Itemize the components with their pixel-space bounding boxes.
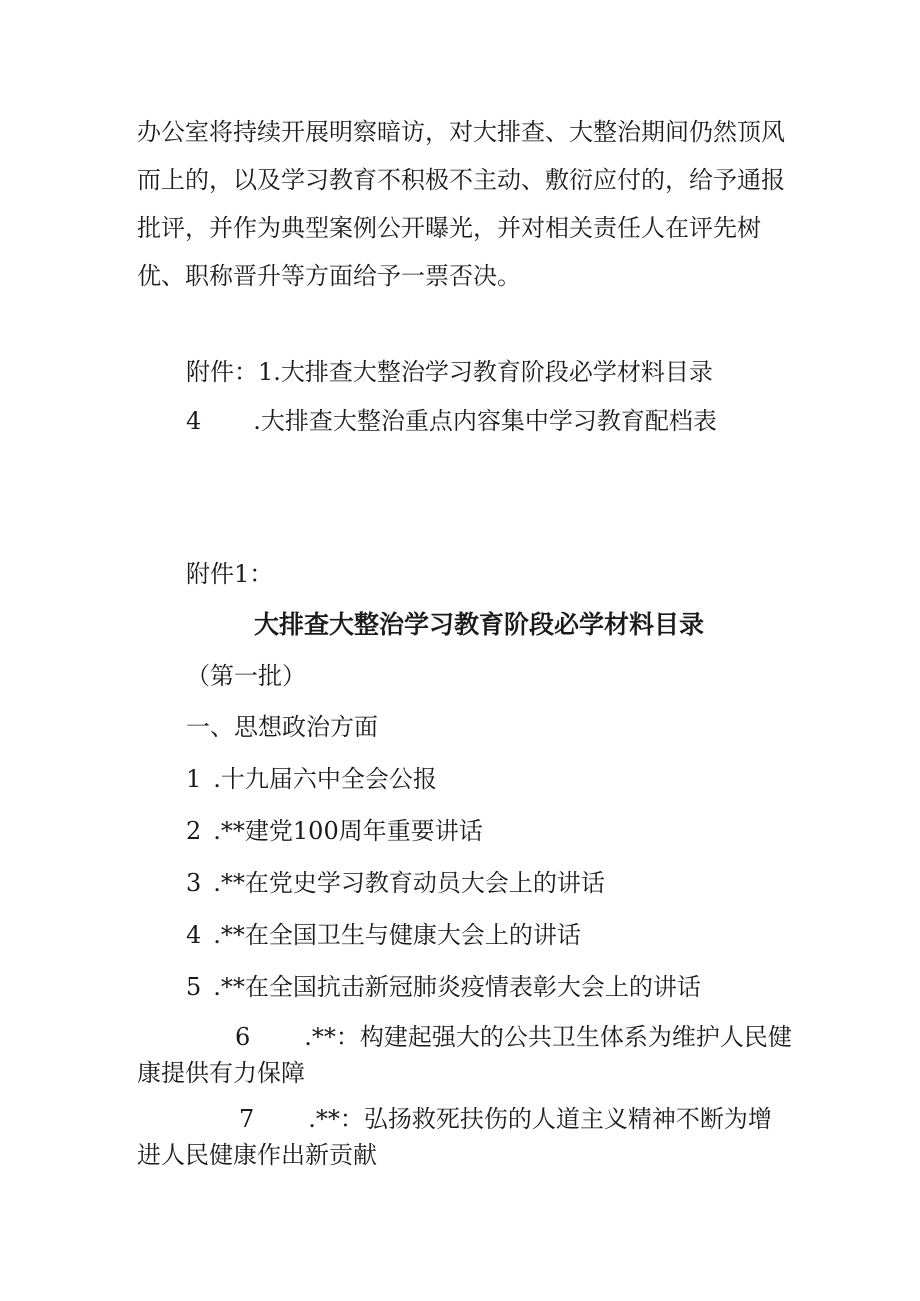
list-item-6 (137, 1019, 797, 1091)
list-item-5 (186, 971, 701, 1003)
appendix-label: 附件1： (186, 560, 274, 588)
list-item-number: 1 (186, 765, 202, 793)
batch-label: （第一批） (186, 662, 306, 690)
list-item-number: 7 (239, 1105, 255, 1133)
list-item-text: .**在全国卫生与健康大会上的讲话 (213, 921, 581, 949)
list-item-text: .十九届六中全会公报 (213, 765, 437, 793)
list-item-number: 5 (186, 973, 202, 1001)
list-item-7 (137, 1101, 787, 1173)
list-item-number: 2 (186, 817, 202, 845)
body-paragraph: 办公室将持续开展明察暗访，对大排查、大整治期间仍然顶风而上的，以及学习教育不积极不主动、敷衍应付的，给予通报批评，并作为典型案例公开曝光，并对相关责任人在评先树优、职称晋升等方面给予一票否决。 (137, 118, 785, 290)
list-item-1 (186, 763, 437, 795)
list-item-text: .**：构建起强大的公共卫生体系为维护人民健康提供有力保障 (137, 1023, 792, 1087)
list-item-number: 6 (235, 1023, 251, 1051)
attachment-line-2-text: .大排查大整治重点内容集中学习教育配档表 (253, 407, 717, 435)
list-item-3 (186, 867, 605, 899)
section-heading: 一、思想政治方面 (186, 713, 378, 741)
attachment-line-1: 附件：1.大排查大整治学习教育阶段必学材料目录 (186, 358, 713, 386)
list-item-text: .**建党100周年重要讲话 (213, 817, 483, 845)
list-item-number: 3 (186, 869, 202, 897)
attachment-line-2 (186, 405, 717, 437)
list-item-2 (186, 815, 483, 847)
list-item-text: .**在全国抗击新冠肺炎疫情表彰大会上的讲话 (213, 973, 701, 1001)
list-item-4 (186, 919, 581, 951)
list-item-text: .**：弘扬救死扶伤的人道主义精神不断为增进人民健康作出新贡献 (137, 1105, 772, 1169)
list-item-number: 4 (186, 921, 202, 949)
attachment-line-2-number: 4 (186, 407, 202, 435)
list-item-text: .**在党史学习教育动员大会上的讲话 (213, 869, 605, 897)
document-title: 大排查大整治学习教育阶段必学材料目录 (254, 610, 705, 639)
